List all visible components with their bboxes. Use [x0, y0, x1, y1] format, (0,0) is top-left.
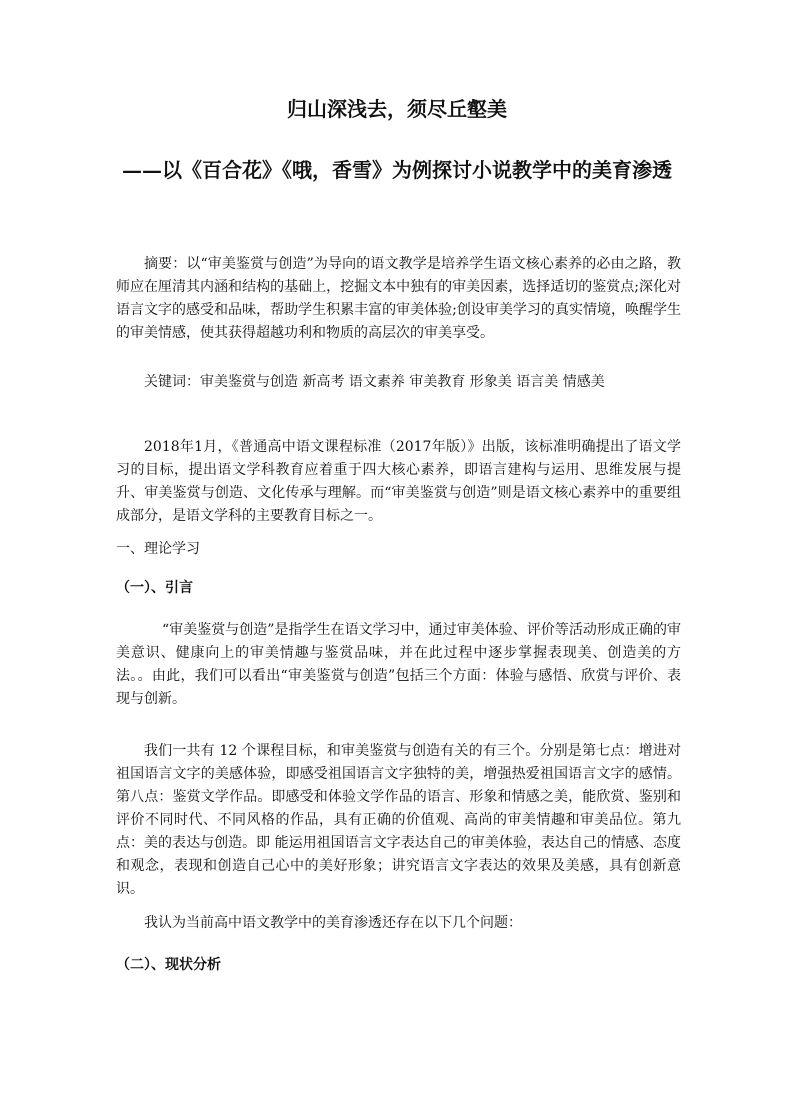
document-subtitle: ——以《百合花》《哦，香雪》为例探讨小说教学中的美育渗透 — [122, 158, 672, 182]
section-heading-theory: 一、理论学习 — [116, 541, 200, 557]
keywords-line: 关键词：审美鉴赏与创造 新高考 语文素养 审美教育 形象美 语言美 情感美 — [144, 374, 605, 390]
goals-paragraph: 我们一共有 12 个课程目标，和审美鉴赏与创造有关的有三个。分别是第七点：增进对祖国语言文字的美感体验，即感受祖国语言文字独特的美，增强热爱祖国语言文字的感情。第八点：鉴赏文学作品。即感受和体验文学作品的语言、形象和情感之美，能欣赏、鉴别和评价不同时代、不同风格的作品，具有正确的价值观、高尚的审美情趣和审美品位。第九点：美的表达与创造。即 能运用祖国语言文字表达自己的审美体验，表达自己的情感、态度和观念，表现和创造自己心中的美好形象；讲究语言文字表达的效果及美感，具有创新意识。 — [116, 743, 681, 897]
subsection-heading-status: （二）、现状分析 — [116, 957, 221, 973]
intro-paragraph: 2018年1月，《普通高中语文课程标准（2017年版）》出版，该标准明确提出了语文学习的目标，提出语文学科教育应着重于四大核心素养，即语言建构与运用、思维发展与提升、审美鉴赏与创造、文化传承与理解。而“审美鉴赏与创造”则是语文核心素养中的重要组成部分，是语文学科的主要教育目标之一。 — [116, 439, 681, 524]
document-title: 归山深浅去，须尽丘壑美 — [287, 97, 507, 121]
problems-paragraph: 我认为当前高中语文教学中的美育渗透还存在以下几个问题： — [144, 915, 522, 931]
definition-paragraph: “审美鉴赏与创造”是指学生在语文学习中，通过审美体验、评价等活动形成正确的审美意识、健康向上的审美情趣与鉴赏品味，并在此过程中逐步掌握表现美、创造美的方法。。由此，我们可以看出“审美鉴赏与创造”包括三个方面：体验与感悟、欣赏与评价、表现与创新。 — [116, 622, 681, 707]
abstract-paragraph: 摘要：以“审美鉴赏与创造”为导向的语文教学是培养学生语文核心素养的必由之路，教师应在厘清其内涵和结构的基础上，挖掘文本中独有的审美因素，选择适切的鉴赏点;深化对语言文字的感受和品味，帮助学生积累丰富的审美体验;创设审美学习的真实情境，唤醒学生的审美情感，使其获得超越功利和物质的高层次的审美享受。 — [116, 256, 681, 341]
subsection-heading-intro: （一）、引言 — [116, 580, 193, 596]
